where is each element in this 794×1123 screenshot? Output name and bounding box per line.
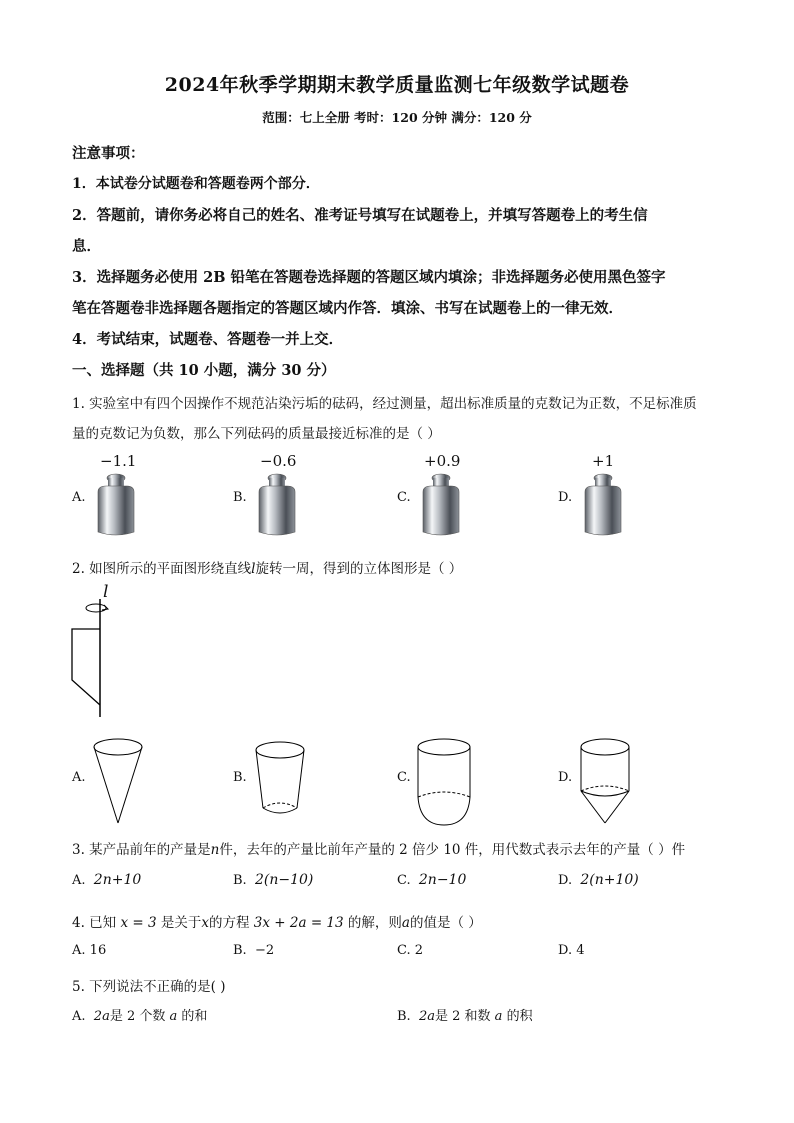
q4-option-c[interactable] [397,943,423,958]
q5-option-b-tail: 的积 [506,1009,533,1024]
q5-option-a-text: 是 2 个数 [109,1009,166,1024]
q1-option-b-letter[interactable]: B. [233,490,247,505]
q5-option-b-expr: 2a [418,1009,435,1024]
cylinder-cone-icon [575,735,635,829]
section-heading: 一、选择题（共 10 小题，满分 30 分） [72,362,336,379]
q3-option-c[interactable] [397,872,466,888]
q5-option-b-var: a [494,1009,503,1024]
q3-text-b: 件，去年的产量比前年产量的 2 倍少 10 件，用代数式表示去年的产量（ ）件 [219,842,686,858]
note-3-line1: 3．选择题务必使用 2B 铅笔在答题卷选择题的答题区域内填涂；非选择题务必使用黑色签字 [72,269,666,286]
q2-option-d-letter[interactable]: D. [558,770,573,785]
axis-label: l [103,582,109,602]
q2-var: l [251,561,256,577]
exam-info: 范围：七上全册 考时：120 分钟 满分：120 分 [262,110,532,125]
note-3-line2: 笔在答题卷非选择题各题指定的答题区域内作答．填涂、书写在试题卷上的一律无效． [72,300,623,317]
weight-icon [581,472,625,538]
q2-text-a: 2. 如图所示的平面图形绕直线 [72,561,252,577]
q1-option-c-weight: +0.9 [424,452,461,470]
q3-var: n [210,842,220,858]
notes-heading: 注意事项： [72,145,145,162]
page-title: 2024年秋季学期期末教学质量监测七年级数学试题卷 [164,74,630,96]
note-1: 1．本试卷分试题卷和答题卷两个部分． [72,176,320,192]
q4-text-a: 4. 已知 [72,915,117,931]
q1-option-a-letter[interactable]: A. [72,490,86,505]
q5-stem: 5. 下列说法不正确的是( ) [72,979,226,995]
q4-var2: a [401,915,410,931]
q4-option-a-value: 16 [89,943,107,958]
q4-text-e: 的值是（ ） [409,915,482,931]
q4-condition: x = 3 [120,915,157,931]
q4-text-d: 的解，则 [347,915,402,931]
q4-option-b-value: −2 [254,943,275,958]
q4-equation: 3x + 2a = 13 [253,915,344,931]
q3-text-a: 3. 某产品前年的产量是 [72,842,211,858]
q5-option-a-letter: A. [72,1009,86,1024]
q2-option-b-letter[interactable]: B. [233,770,247,785]
q4-text-b: 是关于 [160,915,202,931]
q4-stem [72,911,482,931]
weight-icon [94,472,138,538]
q1-stem-line2: 量的克数记为负数，那么下列砝码的质量最接近标准的是（ ） [72,426,441,442]
q3-option-d-expr: 2(n+10) [580,872,639,888]
q3-option-a-letter: A. [72,873,86,888]
q3-option-d-letter: D. [558,873,573,888]
q1-stem-line1: 1. 实验室中有四个因操作不规范沾染污垢的砝码，经过测量，超出标准质量的克数记为正数，不足标准质 [72,396,697,412]
q5-option-a-var: a [169,1009,178,1024]
q3-stem [72,838,685,858]
q1-option-b-weight: −0.6 [260,452,297,470]
q4-option-b[interactable] [233,943,274,958]
weight-icon [419,472,463,538]
note-2-line1: 2．答题前，请你务必将自己的姓名、准考证号填写在试题卷上，并填写答题卷上的考生信 [72,207,648,224]
frustum-icon [250,738,310,822]
q2-text-b: 旋转一周，得到的立体图形是（ ） [255,561,463,577]
q3-option-a-expr: 2n+10 [93,872,142,888]
q4-option-c-letter: C. [397,943,411,958]
q3-option-d[interactable] [558,872,639,888]
q5-option-b-text: 是 2 和数 [434,1009,491,1024]
q4-option-b-letter: B. [233,943,247,958]
q1-option-d-weight: +1 [592,452,615,470]
q2-stem [72,557,462,577]
q5-option-b-letter: B. [397,1009,411,1024]
weight-icon [255,472,299,538]
q5-option-b[interactable] [397,1005,533,1024]
q3-option-b[interactable] [233,872,313,888]
q3-option-b-letter: B. [233,873,247,888]
q3-option-c-expr: 2n−10 [418,872,467,888]
q4-option-c-value: 2 [414,943,424,958]
q3-option-a[interactable] [72,872,141,888]
q2-option-a-letter[interactable]: A. [72,770,86,785]
q5-option-a-tail: 的和 [181,1009,208,1024]
cylinder-hemisphere-icon [414,735,474,829]
q5-option-a[interactable] [72,1005,207,1024]
rotation-figure [66,585,126,725]
q4-option-d-value: 4 [576,943,585,958]
q4-option-d[interactable] [558,943,585,958]
cone-icon [88,735,148,827]
q3-option-b-expr: 2(n−10) [254,872,314,888]
q2-option-c-letter[interactable]: C. [397,770,411,785]
q4-var: x [201,915,209,931]
note-2-line2: 息． [72,238,101,255]
q3-option-c-letter: C. [397,873,411,888]
q4-option-a-letter: A. [72,943,86,958]
q4-option-a[interactable] [72,943,106,958]
note-4: 4．考试结束，试题卷、答题卷一并上交． [72,331,344,348]
q5-option-a-expr: 2a [93,1009,110,1024]
q1-option-c-letter[interactable]: C. [397,490,411,505]
q4-option-d-letter: D. [558,943,573,958]
q1-option-a-weight: −1.1 [100,452,137,470]
q4-text-c: 的方程 [209,915,250,931]
q1-option-d-letter[interactable]: D. [558,490,573,505]
